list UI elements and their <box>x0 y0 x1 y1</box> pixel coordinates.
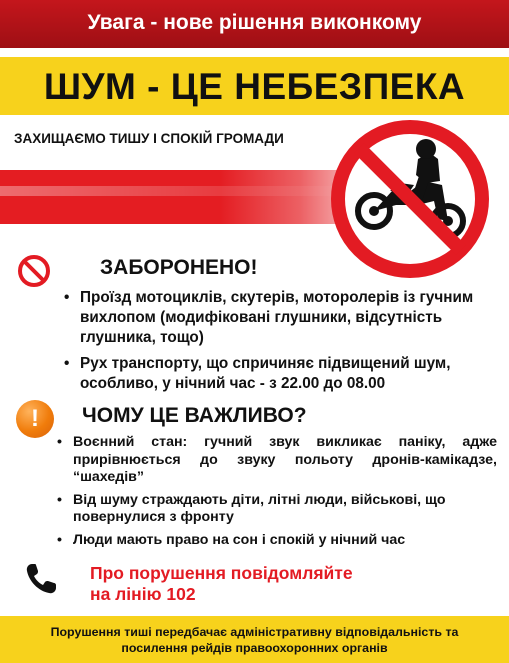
why-heading: ЧОМУ ЦЕ ВАЖЛИВО? <box>82 404 307 427</box>
no-motorcycle-sign-icon <box>330 119 490 279</box>
list-item: • Від шуму страждають діти, літні люди, військові, що повернулися з фронту <box>57 492 497 527</box>
subtitle: ЗАХИЩАЄМО ТИШУ І СПОКІЙ ГРОМАДИ <box>14 131 284 146</box>
footer-text <box>0 624 509 656</box>
footer-line-2: посилення рейдів правоохоронних органів <box>121 641 388 655</box>
exclamation-icon: ! <box>16 400 54 438</box>
report-text-line-1: Про порушення повідомляйте <box>90 563 353 583</box>
phone-icon <box>24 562 58 596</box>
ban-icon <box>17 254 51 288</box>
why-list <box>57 434 497 554</box>
list-item: • Воєнний стан: гучний звук викликає паніку, адже прирівнюється до звуку польоту дронів-камікадзе, “шахедів” <box>57 434 497 487</box>
forbidden-list <box>64 288 484 400</box>
top-notice-banner: Увага - нове рішення виконкому <box>0 0 509 48</box>
list-item: • Проїзд мотоциклів, скутерів, моторолерів із гучним вихлопом (модифіковані глушники, відсутність глушника, тощо) <box>64 288 484 348</box>
footer-line-1: Порушення тиші передбачає адміністративну відповідальність та <box>50 625 459 639</box>
report-text-line-2: на лінію 102 <box>90 584 196 604</box>
page-title: ШУМ - ЦЕ НЕБЕЗПЕКА <box>0 57 509 115</box>
list-item: • Люди мають право на сон і спокій у нічний час <box>57 532 497 550</box>
report-line-notice <box>90 563 353 605</box>
forbidden-heading: ЗАБОРОНЕНО! <box>100 256 258 279</box>
list-item: • Рух транспорту, що спричиняє підвищений шум, особливо, у нічний час - з 22.00 до 08.00 <box>64 354 484 394</box>
